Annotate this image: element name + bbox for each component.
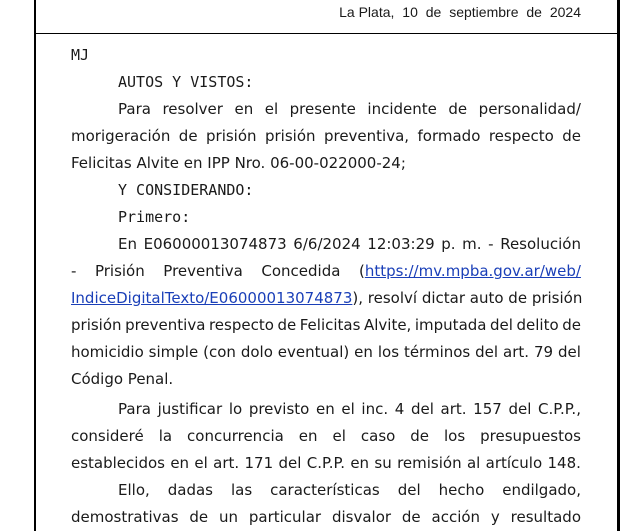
text-word: morigeración <box>71 127 171 145</box>
text-word: al <box>466 454 481 472</box>
text-word: del <box>278 454 302 472</box>
paragraph-resolucion-line4 <box>71 312 581 339</box>
date-word: 10 <box>402 4 418 20</box>
text-word: del <box>475 343 499 361</box>
text-word: - <box>488 235 494 253</box>
text-word: Resolución <box>500 235 581 253</box>
text-word: remisión <box>397 454 462 472</box>
text-word: formado <box>417 127 481 145</box>
date-word: septiembre <box>449 4 519 20</box>
text-word: imputada <box>414 316 487 334</box>
text-word: simple <box>148 343 199 361</box>
text-word: presente <box>289 100 356 118</box>
paragraph-ello-line2 <box>71 504 581 531</box>
text-word: del <box>557 343 581 361</box>
date-word: La Plata, <box>339 4 395 20</box>
text-word: un <box>219 508 239 526</box>
text-word: resultado <box>510 508 581 526</box>
text-word: particular <box>248 508 322 526</box>
text-word: de <box>448 100 468 118</box>
paragraph-ello-line1 <box>118 477 581 504</box>
page-frame-left <box>34 0 36 531</box>
text-word: características <box>270 481 380 499</box>
text-word: En <box>118 235 137 253</box>
text-word: en <box>350 454 370 472</box>
text-word: (con <box>203 343 236 361</box>
text-word: el <box>194 454 208 472</box>
text-word: previsto <box>248 400 310 418</box>
text-fragment: ( <box>358 262 365 280</box>
text-word: 148. <box>547 454 581 472</box>
text-word: art. <box>440 400 467 418</box>
header-rule <box>36 33 617 34</box>
text-word: p. <box>441 235 456 253</box>
text-word: del <box>410 400 434 418</box>
text-word: y <box>490 508 500 526</box>
paragraph-resolucion-line6: Código Penal. <box>71 370 174 388</box>
heading-considerando: Y CONSIDERANDO: <box>118 181 254 199</box>
text-word: del <box>397 481 421 499</box>
text-word: acción <box>431 508 481 526</box>
text-word: en <box>315 400 335 418</box>
text-word: prisión <box>206 127 257 145</box>
text-word: de <box>410 427 430 445</box>
paragraph-resolver-line3: Felicitas Alvite en IPP Nro. 06-00-022000-24; <box>71 154 406 172</box>
date-word: de <box>425 4 442 20</box>
text-word: Ello, <box>118 481 150 499</box>
text-word: personalidad/ <box>478 100 581 118</box>
text-word: prisión <box>264 127 316 145</box>
text-word: Para <box>118 100 151 118</box>
text-fragment: ), resolví dictar auto de prisión <box>352 289 583 307</box>
resolution-link[interactable]: https://mv.mpba.gov.ar/web/ <box>364 262 581 280</box>
text-word: del <box>508 400 532 418</box>
page-frame-right <box>617 0 620 531</box>
text-word: su <box>374 454 392 472</box>
text-word: Felicitas <box>299 316 361 334</box>
author-initials: MJ <box>71 46 90 64</box>
text-word: respecto <box>488 127 554 145</box>
text-word: inc. <box>361 400 389 418</box>
text-word: 4 <box>394 400 405 418</box>
text-word: m. <box>462 235 482 253</box>
text-word: de <box>401 508 421 526</box>
text-word: artículo <box>485 454 543 472</box>
text-word: resolver <box>162 100 223 118</box>
text-word: art. <box>503 343 530 361</box>
text-word: art. <box>213 454 240 472</box>
text-word: en <box>354 343 373 361</box>
paragraph-justificar-line2 <box>71 423 581 450</box>
text-word: justificar <box>157 400 223 418</box>
text-word: respecto <box>208 316 274 334</box>
heading-autos-y-vistos: AUTOS Y VISTOS: <box>118 73 254 91</box>
text-word: en <box>170 454 190 472</box>
text-word: prisión <box>71 316 122 334</box>
document-date <box>339 4 581 20</box>
heading-primero: Primero: <box>118 208 191 226</box>
text-word: de <box>562 127 581 145</box>
text-word: preventiva <box>125 316 206 334</box>
text-word: términos <box>403 343 471 361</box>
text-word: presupuestos <box>480 427 581 445</box>
paragraph-resolucion-line3 <box>71 285 581 312</box>
paragraph-resolucion-line2 <box>71 258 581 285</box>
text-word: caso <box>360 427 396 445</box>
text-word: Concedida <box>261 262 341 280</box>
text-word: 157 <box>473 400 502 418</box>
text-word: C.P.P. <box>306 454 345 472</box>
text-word: concurrencia <box>187 427 284 445</box>
text-word: Prisión <box>94 262 145 280</box>
paragraph-resolucion-line1 <box>118 231 581 258</box>
paragraph-resolucion-line5 <box>71 339 581 366</box>
text-word: dolo <box>240 343 273 361</box>
text-word: hecho <box>438 481 485 499</box>
paragraph-justificar-line3 <box>71 450 581 477</box>
text-word: disvalor <box>331 508 392 526</box>
text-word: los <box>444 427 466 445</box>
date-word: 2024 <box>549 4 581 20</box>
date-word: de <box>526 4 542 20</box>
text-word: homicidio <box>71 343 144 361</box>
text-word: demostrativas <box>71 508 179 526</box>
text-word <box>359 258 581 285</box>
text-word: 6/6/2024 <box>293 235 361 253</box>
text-word: lo <box>228 400 243 418</box>
text-word: E06000013074873 <box>143 235 287 253</box>
text-word: los <box>377 343 400 361</box>
text-word: del <box>490 316 513 334</box>
text-word: C.P.P., <box>538 400 581 418</box>
paragraph-justificar-line1 <box>118 396 581 423</box>
text-word: 171 <box>244 454 274 472</box>
text-word: el <box>332 427 346 445</box>
text-word: consideré <box>71 427 144 445</box>
text-word: las <box>230 481 253 499</box>
text-word: - <box>71 262 77 280</box>
text-word: 79 <box>533 343 554 361</box>
text-word: de <box>189 508 209 526</box>
text-word: establecidos <box>71 454 165 472</box>
resolution-link-continued[interactable]: IndiceDigitalTexto/E06000013074873 <box>71 289 353 307</box>
text-word: endilgado, <box>502 481 581 499</box>
text-word: el <box>264 100 279 118</box>
text-word: eventual) <box>277 343 350 361</box>
text-word: Preventiva <box>163 262 243 280</box>
text-word: Alvite, <box>363 316 412 334</box>
text-word: de <box>562 316 581 334</box>
text-word: dadas <box>167 481 213 499</box>
text-word: 12:03:29 <box>367 235 435 253</box>
paragraph-resolver-line2 <box>71 123 581 150</box>
text-word: el <box>341 400 355 418</box>
text-word: la <box>158 427 173 445</box>
paragraph-resolver-line1 <box>118 96 581 123</box>
text-word: de <box>277 316 297 334</box>
text-word: incidente <box>367 100 437 118</box>
text-word: delito <box>516 316 559 334</box>
text-word: en <box>234 100 254 118</box>
text-word: de <box>178 127 198 145</box>
text-word: preventiva, <box>323 127 410 145</box>
text-word: Para <box>118 400 151 418</box>
text-word: en <box>298 427 318 445</box>
